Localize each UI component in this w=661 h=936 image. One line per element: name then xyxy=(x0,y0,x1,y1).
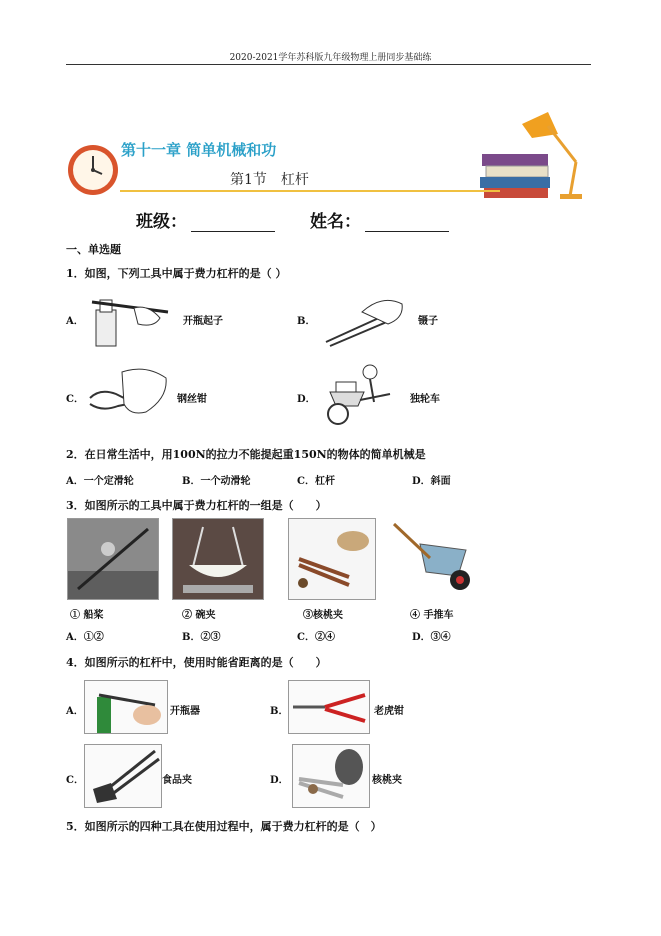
q4-food-tongs-photo xyxy=(84,744,162,808)
q3-nutcracker-photo xyxy=(288,518,376,600)
name-blank xyxy=(365,215,449,232)
q4-opener-photo xyxy=(84,680,168,734)
lamp-books-illustration xyxy=(478,104,588,204)
q5-stem: 5．如图所示的四种工具在使用过程中，属于费力杠杆的是（ ） xyxy=(66,820,382,833)
q1-caption-c: 钢丝钳 xyxy=(177,394,207,405)
q1-option-a: A． xyxy=(66,316,84,327)
q3-option-b: B．②③ xyxy=(182,632,221,643)
q3-caption-1: ① 船桨 xyxy=(70,610,104,621)
q3-caption-3: ③核桃夹 xyxy=(303,610,343,621)
q2-option-c: C．杠杆 xyxy=(297,476,335,487)
q4-nutcracker-photo xyxy=(292,744,370,808)
q1-caption-b: 镊子 xyxy=(418,316,438,327)
q2-stem: 2．在日常生活中，用100N的拉力不能提起重150N的物体的简单机械是 xyxy=(66,448,426,461)
q1-wheelbarrow-image xyxy=(320,362,404,428)
q4-option-a: A． xyxy=(66,706,84,717)
q1-bottle-opener-image xyxy=(84,290,176,348)
q1-pliers-image xyxy=(86,362,172,420)
q1-caption-d: 独轮车 xyxy=(410,394,440,405)
q4-caption-c: 食品夹 xyxy=(162,775,192,786)
q2-option-d: D．斜面 xyxy=(412,476,451,487)
q3-cart-photo xyxy=(390,518,480,598)
q2-option-a: A．一个定滑轮 xyxy=(66,476,134,487)
section-title: 第1节 杠杆 xyxy=(230,172,309,188)
q1-stem: 1．如图，下列工具中属于费力杠杆的是（ ） xyxy=(66,267,287,280)
q1-caption-a: 开瓶起子 xyxy=(183,316,223,327)
name-label: 姓名： xyxy=(310,212,361,232)
q3-option-a: A．①② xyxy=(66,632,104,643)
q3-bowl-clamp-photo xyxy=(172,518,264,600)
q3-caption-2: ② 碗夹 xyxy=(182,610,216,621)
q4-pliers-photo xyxy=(288,680,370,734)
q4-option-d: D． xyxy=(270,775,289,786)
page-header: 2020-2021学年苏科版九年级物理上册同步基础练 xyxy=(229,53,432,63)
q4-caption-d: 核桃夹 xyxy=(372,775,402,786)
name-field xyxy=(310,207,449,232)
q3-stem: 3．如图所示的工具中属于费力杠杆的一组是（ ） xyxy=(66,499,327,512)
q2-option-b: B．一个动滑轮 xyxy=(182,476,251,487)
q4-option-b: B． xyxy=(270,706,289,717)
q1-option-b: B． xyxy=(297,316,316,327)
q4-caption-b: 老虎钳 xyxy=(374,706,404,717)
clock-icon xyxy=(66,143,120,197)
q4-option-c: C． xyxy=(66,775,84,786)
class-field xyxy=(136,207,275,232)
part-heading: 一、单选题 xyxy=(66,243,121,256)
q1-option-c: C． xyxy=(66,394,84,405)
q3-paddle-photo xyxy=(67,518,159,600)
class-blank xyxy=(191,215,275,232)
q4-caption-a: 开瓶器 xyxy=(170,706,200,717)
chapter-title: 第十一章 简单机械和功 xyxy=(121,141,277,159)
q4-stem: 4．如图所示的杠杆中，使用时能省距离的是（ ） xyxy=(66,656,327,669)
title-underline xyxy=(120,190,500,192)
q3-caption-4: ④ 手推车 xyxy=(410,610,454,621)
q1-tweezers-image xyxy=(322,292,408,348)
q3-option-c: C．②④ xyxy=(297,632,335,643)
class-label: 班级： xyxy=(136,212,187,232)
header-rule xyxy=(66,64,591,65)
q1-option-d: D． xyxy=(297,394,316,405)
q3-option-d: D．③④ xyxy=(412,632,451,643)
